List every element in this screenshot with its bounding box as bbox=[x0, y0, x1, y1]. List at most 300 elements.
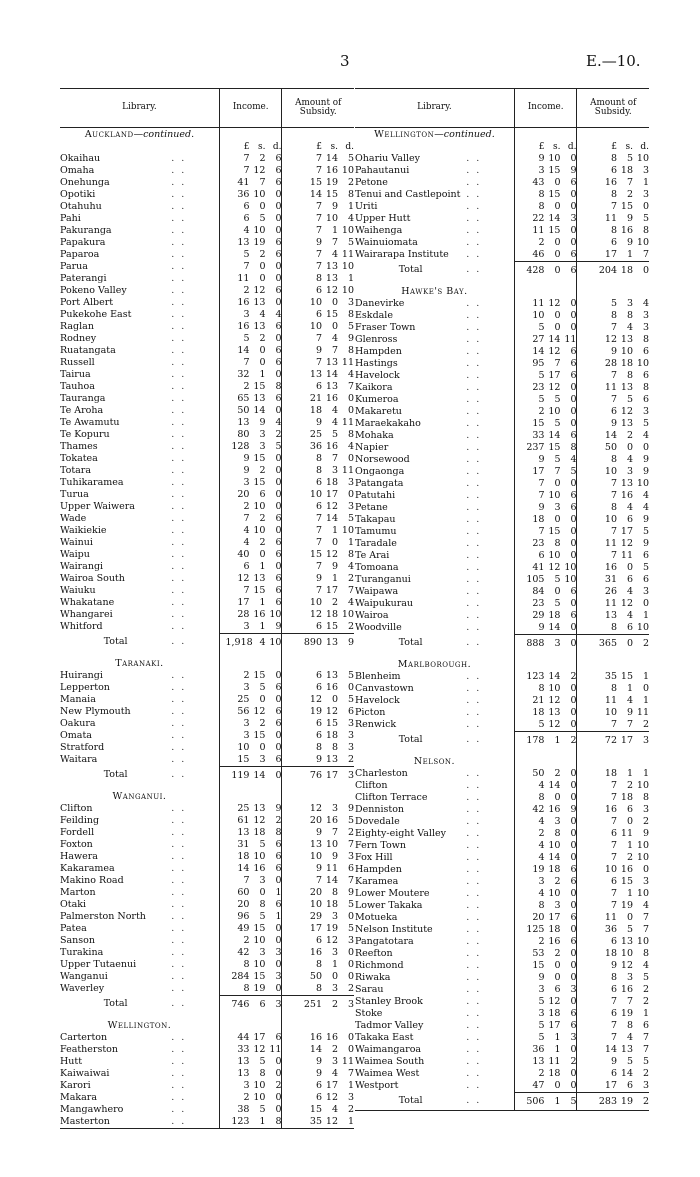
subsidy-cell-pounds: 16 bbox=[604, 804, 617, 815]
subsidy-cell-pounds: 8 bbox=[610, 683, 617, 694]
leader-dots: . . bbox=[466, 382, 482, 393]
leader-dots: . . bbox=[171, 477, 187, 488]
income-cell-shillings: 0 bbox=[554, 478, 561, 489]
leader-dots: . . bbox=[171, 237, 187, 248]
income-cell-shillings: 3 bbox=[259, 754, 266, 765]
total-income-cell-pence: 0 bbox=[570, 638, 577, 649]
subsidy-cell-pence: 4 bbox=[642, 502, 649, 513]
income-cell-parts bbox=[520, 189, 576, 201]
income-cell-parts bbox=[520, 780, 576, 792]
income-cell-pounds: 5 bbox=[243, 333, 250, 344]
income-cell-pounds: 128 bbox=[231, 441, 250, 452]
library-name: Upper Tutaenui bbox=[60, 959, 137, 970]
table-row bbox=[355, 1044, 649, 1056]
subsidy-cell-parts bbox=[298, 621, 354, 633]
subsidy-cell bbox=[576, 418, 649, 430]
income-cell-parts bbox=[225, 1080, 281, 1092]
leader-dots: . . bbox=[466, 972, 482, 983]
income-cell-pounds: 20 bbox=[237, 899, 250, 910]
subsidy-cell-pence: 3 bbox=[347, 851, 354, 862]
subsidy-cell-pounds: 7 bbox=[315, 225, 322, 236]
subsidy-cell-pence: 7 bbox=[347, 875, 354, 886]
total-income-cell-shillings: 3 bbox=[554, 638, 561, 649]
subsidy-cell-pence: 3 bbox=[347, 501, 354, 512]
income-cell-pence: 6 bbox=[275, 549, 282, 560]
income-cell bbox=[219, 333, 282, 345]
leader-dots: . . bbox=[466, 550, 482, 561]
subsidy-cell bbox=[281, 513, 354, 525]
library-name: Masterton bbox=[60, 1116, 110, 1127]
income-cell-pence: 1 bbox=[275, 887, 282, 898]
subsidy-cell bbox=[281, 1032, 354, 1044]
income-cell-parts bbox=[225, 742, 281, 754]
table-row bbox=[355, 454, 649, 466]
income-cell-pence: 6 bbox=[570, 430, 577, 441]
income-cell-shillings: 2 bbox=[259, 153, 266, 164]
subsidy-cell bbox=[576, 165, 649, 177]
income-cell-shillings: 8 bbox=[554, 538, 561, 549]
income-cell-pence: 0 bbox=[570, 598, 577, 609]
subsidy-cell-pounds: 14 bbox=[309, 1044, 322, 1055]
income-cell-pounds: 3 bbox=[243, 718, 250, 729]
leader-dots: . . bbox=[466, 948, 482, 959]
subsidy-cell-parts bbox=[298, 1092, 354, 1104]
income-cell bbox=[514, 334, 577, 346]
table-row bbox=[60, 706, 354, 718]
subsidy-cell-parts bbox=[593, 382, 649, 394]
subsidy-cell-shillings: 17 bbox=[325, 585, 338, 596]
subsidy-cell-pounds: 14 bbox=[309, 189, 322, 200]
table-row bbox=[355, 394, 649, 406]
library-name: Ohariu Valley bbox=[355, 153, 421, 164]
income-cell-shillings: 2 bbox=[554, 948, 561, 959]
subsidy-cell-parts bbox=[298, 1080, 354, 1092]
right-table-body bbox=[355, 128, 649, 1111]
subsidy-cell-pounds: 7 bbox=[610, 550, 617, 561]
income-cell-parts bbox=[225, 249, 281, 261]
income-cell-shillings: 13 bbox=[253, 321, 266, 332]
subsidy-cell-shillings: 15 bbox=[620, 876, 633, 887]
income-cell bbox=[514, 924, 577, 936]
subsidy-cell-pence: 2 bbox=[347, 177, 354, 188]
leader-dots: . . bbox=[466, 478, 482, 489]
income-cell-parts bbox=[520, 418, 576, 430]
income-cell-parts bbox=[225, 465, 281, 477]
table-row bbox=[355, 864, 649, 876]
income-cell-pounds: 5 bbox=[538, 1032, 545, 1043]
subsidy-cell-parts bbox=[298, 261, 354, 273]
income-cell-shillings: 3 bbox=[259, 947, 266, 958]
total-label: Total bbox=[398, 637, 423, 648]
total-subsidy-cell-parts bbox=[298, 634, 354, 651]
subsidy-cell-pence: 3 bbox=[347, 477, 354, 488]
income-cell-parts bbox=[520, 574, 576, 586]
income-cell-shillings: 10 bbox=[548, 490, 561, 501]
subsidy-cell-pence: 8 bbox=[642, 334, 649, 345]
subsidy-cell bbox=[281, 393, 354, 405]
library-name: Sanson bbox=[60, 935, 96, 946]
leader-dots: . . bbox=[171, 573, 187, 584]
subsidy-cell-pence: 3 bbox=[642, 586, 649, 597]
income-cell-shillings: 0 bbox=[259, 345, 266, 356]
subsidy-cell-pence: 3 bbox=[642, 804, 649, 815]
table-row bbox=[60, 237, 354, 249]
subsidy-cell bbox=[576, 936, 649, 948]
table-row bbox=[355, 900, 649, 912]
income-cell-shillings: 0 bbox=[554, 322, 561, 333]
subsidy-cell bbox=[576, 213, 649, 225]
leader-dots: . . bbox=[171, 863, 187, 874]
subsidy-cell-parts bbox=[593, 598, 649, 610]
subsidy-cell-parts bbox=[298, 393, 354, 405]
leader-dots: . . bbox=[466, 610, 482, 621]
subsidy-cell-parts bbox=[298, 851, 354, 863]
leader-dots: . . bbox=[171, 636, 187, 647]
subsidy-cell bbox=[576, 478, 649, 490]
subsidy-cell-parts bbox=[593, 828, 649, 840]
income-cell-pence: 6 bbox=[275, 237, 282, 248]
subsidy-cell-parts bbox=[298, 405, 354, 417]
subsidy-cell-shillings: 16 bbox=[325, 441, 338, 452]
income-cell-parts bbox=[520, 237, 576, 249]
subsidy-cell bbox=[576, 322, 649, 334]
subsidy-cell-pence: 7 bbox=[642, 912, 649, 923]
income-cell-parts bbox=[225, 153, 281, 165]
subsidy-cell-pence: 10 bbox=[636, 358, 649, 369]
total-subsidy-cell-pence: 9 bbox=[347, 637, 354, 648]
subsidy-cell bbox=[281, 297, 354, 309]
income-cell-shillings: 3 bbox=[259, 875, 266, 886]
income-cell-pence: 6 bbox=[570, 249, 577, 260]
table-row bbox=[60, 381, 354, 393]
subsidy-cell-pounds: 7 bbox=[315, 513, 322, 524]
income-cell-pounds: 4 bbox=[538, 780, 545, 791]
income-cell-parts bbox=[520, 358, 576, 370]
income-cell-pence: 0 bbox=[570, 683, 577, 694]
income-cell-parts bbox=[520, 610, 576, 622]
income-cell bbox=[514, 490, 577, 502]
subsidy-cell-parts bbox=[298, 609, 354, 621]
subsidy-cell-parts bbox=[593, 852, 649, 864]
income-cell-parts bbox=[225, 827, 281, 839]
subsidy-cell-pounds: 7 bbox=[315, 153, 322, 164]
rule-cell bbox=[576, 285, 649, 298]
subsidy-cell-pence: 9 bbox=[347, 333, 354, 344]
income-cell-pounds: 17 bbox=[237, 597, 250, 608]
subsidy-cell-pounds: 7 bbox=[610, 996, 617, 1007]
total-row bbox=[60, 766, 354, 784]
subsidy-cell-parts bbox=[298, 947, 354, 959]
library-name: Renwick bbox=[355, 719, 397, 730]
subsidy-cell-pence: 5 bbox=[642, 418, 649, 429]
income-cell bbox=[219, 863, 282, 875]
table-row bbox=[355, 804, 649, 816]
subsidy-cell-shillings: 9 bbox=[626, 237, 633, 248]
income-cell-shillings: 5 bbox=[259, 682, 266, 693]
subsidy-cell-pence: 10 bbox=[636, 237, 649, 248]
subsidy-cell-pence: 11 bbox=[341, 357, 354, 368]
subsidy-cell-pounds: 6 bbox=[610, 1008, 617, 1019]
table-row bbox=[60, 345, 354, 357]
income-cell-parts bbox=[225, 971, 281, 983]
income-cell-pounds: 237 bbox=[526, 442, 545, 453]
subsidy-cell-pence: 7 bbox=[347, 585, 354, 596]
income-cell bbox=[514, 442, 577, 454]
subsidy-cell-shillings: 3 bbox=[626, 298, 633, 309]
subsidy-cell bbox=[576, 370, 649, 382]
library-name: Takaka East bbox=[355, 1032, 414, 1043]
income-cell-parts bbox=[225, 1092, 281, 1104]
table-row bbox=[355, 310, 649, 322]
table-row bbox=[355, 478, 649, 490]
income-cell-shillings: 8 bbox=[554, 828, 561, 839]
income-cell-pounds: 60 bbox=[237, 887, 250, 898]
income-cell-shillings: 10 bbox=[253, 501, 266, 512]
leader-dots: . . bbox=[171, 754, 187, 765]
table-row bbox=[60, 321, 354, 333]
subsidy-cell-pence: 8 bbox=[347, 429, 354, 440]
income-cell-shillings: 3 bbox=[554, 816, 561, 827]
income-cell-pounds: 7 bbox=[243, 585, 250, 596]
income-cell-parts bbox=[520, 430, 576, 442]
subsidy-cell-pounds: 18 bbox=[604, 768, 617, 779]
subsidy-cell-pounds: 16 bbox=[309, 1032, 322, 1043]
subsidy-cell-shillings: 13 bbox=[325, 754, 338, 765]
table-row bbox=[60, 513, 354, 525]
subsidy-cell-shillings: 19 bbox=[620, 900, 633, 911]
income-cell-pounds: 2 bbox=[243, 381, 250, 392]
income-column-header: Income. bbox=[514, 89, 577, 127]
income-cell-parts bbox=[520, 153, 576, 165]
subsidy-cell bbox=[281, 345, 354, 357]
leader-dots: . . bbox=[171, 827, 187, 838]
subsidy-cell-pence: 1 bbox=[347, 273, 354, 284]
table-row bbox=[60, 201, 354, 213]
subsidy-cell-pence: 7 bbox=[347, 1068, 354, 1079]
subsidy-cell-shillings: 10 bbox=[620, 948, 633, 959]
subsidy-cell-shillings: 5 bbox=[626, 1056, 633, 1067]
subsidy-cell-shillings: 0 bbox=[626, 816, 633, 827]
leader-dots: . . bbox=[171, 465, 187, 476]
total-income-cell-shillings: 1 bbox=[554, 735, 561, 746]
subsidy-cell-shillings: 18 bbox=[325, 609, 338, 620]
income-cell-pounds: 29 bbox=[532, 610, 545, 621]
income-cell-pence: 0 bbox=[570, 550, 577, 561]
leader-dots: . . bbox=[466, 562, 482, 573]
subsidy-cell-pence: 0 bbox=[347, 947, 354, 958]
income-cell bbox=[219, 1056, 282, 1068]
income-cell bbox=[514, 1056, 577, 1068]
library-name: Turua bbox=[60, 489, 89, 500]
income-cell bbox=[219, 815, 282, 827]
subsidy-cell-pounds: 7 bbox=[610, 490, 617, 501]
leader-dots: . . bbox=[466, 804, 482, 815]
total-income-cell-parts bbox=[520, 262, 576, 279]
subsidy-cell bbox=[576, 189, 649, 201]
subsidy-cell-pence: 9 bbox=[642, 514, 649, 525]
library-name: Wairoa bbox=[355, 610, 389, 621]
income-cell-pence: 0 bbox=[275, 1092, 282, 1103]
income-cell-pence: 6 bbox=[275, 345, 282, 356]
table-row bbox=[60, 525, 354, 537]
table-row bbox=[355, 707, 649, 719]
income-cell-shillings: 13 bbox=[253, 393, 266, 404]
table-row bbox=[355, 538, 649, 550]
income-cell bbox=[514, 201, 577, 213]
leader-dots: . . bbox=[171, 875, 187, 886]
subsidy-cell-shillings: 14 bbox=[325, 369, 338, 380]
income-cell-parts bbox=[520, 707, 576, 719]
subsidy-cell-parts bbox=[593, 1080, 649, 1092]
income-cell-parts bbox=[225, 585, 281, 597]
income-cell-parts bbox=[520, 586, 576, 598]
subsidy-cell bbox=[281, 1056, 354, 1068]
subsidy-cell-parts bbox=[593, 768, 649, 780]
subsidy-cell-shillings: 9 bbox=[331, 851, 338, 862]
income-cell-shillings: 0 bbox=[554, 177, 561, 188]
income-cell-pence: 0 bbox=[275, 1068, 282, 1079]
table-bottom-rule bbox=[60, 1128, 354, 1129]
income-cell-pence: 10 bbox=[269, 609, 282, 620]
total-income-cell-parts bbox=[225, 996, 281, 1013]
income-cell-pence: 9 bbox=[570, 804, 577, 815]
income-cell-pounds: 7 bbox=[538, 526, 545, 537]
subsidy-cell bbox=[281, 369, 354, 381]
income-cell-shillings: 1 bbox=[259, 621, 266, 632]
library-name: Hastings bbox=[355, 358, 398, 369]
library-name: Kakaramea bbox=[60, 863, 115, 874]
table-row bbox=[60, 225, 354, 237]
income-cell-pence: 0 bbox=[275, 923, 282, 934]
subsidy-cell-shillings: 1 bbox=[331, 225, 338, 236]
library-name: Glenross bbox=[355, 334, 398, 345]
leader-dots: . . bbox=[171, 189, 187, 200]
income-cell-parts bbox=[225, 1116, 281, 1128]
leader-dots: . . bbox=[171, 345, 187, 356]
subsidy-cell-shillings: 16 bbox=[620, 225, 633, 236]
library-name: Wainuiomata bbox=[355, 237, 418, 248]
subsidy-cell-shillings: 4 bbox=[331, 1068, 338, 1079]
income-cell-parts bbox=[520, 514, 576, 526]
leader-dots: . . bbox=[171, 947, 187, 958]
subsidy-cell bbox=[576, 502, 649, 514]
subsidy-cell-pounds: 15 bbox=[309, 549, 322, 560]
table-row bbox=[355, 1056, 649, 1068]
income-cell-pence: 6 bbox=[570, 876, 577, 887]
library-name: Pukekohe East bbox=[60, 309, 132, 320]
income-cell bbox=[514, 406, 577, 418]
subsidy-cell-parts bbox=[593, 816, 649, 828]
subsidy-cell-pounds: 13 bbox=[309, 369, 322, 380]
leader-dots: . . bbox=[171, 1104, 187, 1115]
income-cell-shillings: 1 bbox=[554, 1044, 561, 1055]
leader-dots: . . bbox=[171, 561, 187, 572]
table-row bbox=[60, 453, 354, 465]
income-cell-parts bbox=[520, 719, 576, 731]
subsidy-cell bbox=[576, 586, 649, 598]
subsidy-cell bbox=[281, 261, 354, 273]
subsidy-cell-shillings: 16 bbox=[325, 165, 338, 176]
income-cell bbox=[219, 827, 282, 839]
subsidy-cell-shillings: 14 bbox=[620, 1068, 633, 1079]
table-row bbox=[60, 935, 354, 947]
library-name: Stoke bbox=[355, 1008, 383, 1019]
leader-dots: . . bbox=[466, 1080, 482, 1091]
income-cell-pence: 6 bbox=[570, 1020, 577, 1031]
income-cell-pounds: 4 bbox=[538, 816, 545, 827]
income-cell bbox=[219, 429, 282, 441]
income-cell-pounds: 5 bbox=[538, 996, 545, 1007]
subsidy-cell-pence: 8 bbox=[642, 225, 649, 236]
table-row bbox=[355, 792, 649, 804]
income-cell-shillings: 12 bbox=[548, 695, 561, 706]
subsidy-cell-shillings: 16 bbox=[325, 393, 338, 404]
library-name: Pahi bbox=[60, 213, 81, 224]
library-name: Fox Hill bbox=[355, 852, 393, 863]
income-cell bbox=[219, 1116, 282, 1128]
subsidy-cell bbox=[281, 875, 354, 887]
leader-dots: . . bbox=[466, 177, 482, 188]
income-cell-parts bbox=[225, 321, 281, 333]
subsidy-cell-parts bbox=[593, 454, 649, 466]
income-cell-shillings: 12 bbox=[548, 719, 561, 730]
income-cell-pence: 0 bbox=[570, 1044, 577, 1055]
total-subsidy-cell-pence: 0 bbox=[642, 265, 649, 276]
subsidy-cell-shillings: 3 bbox=[626, 466, 633, 477]
income-cell-pounds: 4 bbox=[243, 537, 250, 548]
table-row bbox=[60, 189, 354, 201]
subsidy-cell-shillings: 8 bbox=[626, 310, 633, 321]
subsidy-cell-parts bbox=[593, 322, 649, 334]
income-cell-shillings: 15 bbox=[548, 225, 561, 236]
income-cell-pounds: 8 bbox=[243, 983, 250, 994]
section-heading bbox=[60, 1019, 354, 1032]
subsidy-cell-parts bbox=[593, 165, 649, 177]
subsidy-cell-shillings: 13 bbox=[620, 478, 633, 489]
subsidy-cell-shillings: 7 bbox=[331, 453, 338, 464]
subsidy-cell-parts bbox=[593, 177, 649, 189]
subsidy-cell bbox=[576, 310, 649, 322]
income-cell-pounds: 4 bbox=[538, 888, 545, 899]
income-cell-pounds: 7 bbox=[538, 490, 545, 501]
table-row bbox=[60, 429, 354, 441]
income-cell-parts bbox=[225, 1056, 281, 1068]
subsidy-cell bbox=[281, 742, 354, 754]
library-name: Kaikora bbox=[355, 382, 393, 393]
total-income-cell-pounds: 746 bbox=[231, 999, 250, 1010]
income-cell-shillings: 1 bbox=[554, 1032, 561, 1043]
subsidy-cell-parts bbox=[298, 153, 354, 165]
subsidy-cell-shillings: 12 bbox=[325, 706, 338, 717]
table-row bbox=[355, 924, 649, 936]
income-cell-shillings: 0 bbox=[259, 273, 266, 284]
subsidy-cell-pence: 3 bbox=[642, 876, 649, 887]
income-cell-parts bbox=[225, 1068, 281, 1080]
table-row bbox=[60, 213, 354, 225]
income-cell bbox=[219, 1032, 282, 1044]
income-cell-pence: 6 bbox=[570, 936, 577, 947]
subsidy-cell-pence: 10 bbox=[636, 840, 649, 851]
section-title bbox=[60, 790, 219, 803]
leader-dots: . . bbox=[466, 768, 482, 779]
table-row bbox=[355, 912, 649, 924]
subsidy-cell-shillings: 18 bbox=[620, 792, 633, 803]
subsidy-cell bbox=[281, 1092, 354, 1104]
subsidy-cell-pounds: 9 bbox=[315, 573, 322, 584]
income-cell-shillings: 2 bbox=[259, 249, 266, 260]
subsidy-cell bbox=[576, 780, 649, 792]
income-cell-pounds: 23 bbox=[532, 538, 545, 549]
